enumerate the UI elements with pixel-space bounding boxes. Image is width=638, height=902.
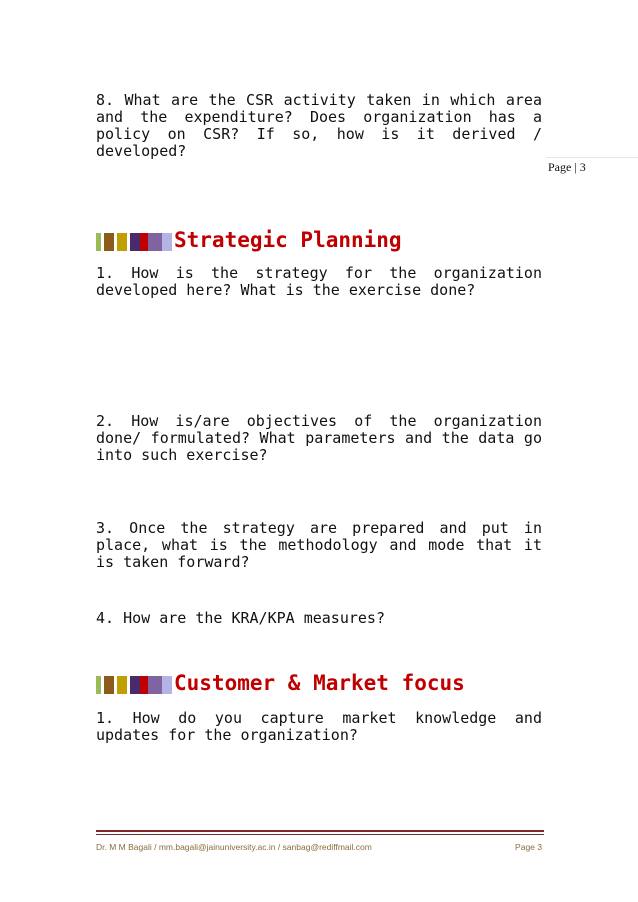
decorative-bars-icon (96, 231, 172, 251)
footer-author: Dr. M M Bagali / mm.bagali@jainuniversity.ac.in / sanbag@rediffmail.com (96, 842, 372, 852)
decorative-bars-icon (96, 674, 172, 694)
question-line: done/ formulated? What parameters and the data go (96, 429, 542, 447)
page-number: Page | 3 (548, 160, 586, 174)
strategic-question-2 (96, 413, 542, 464)
q8-line: developed? (96, 142, 187, 160)
page-number-rule (546, 157, 638, 158)
q8-line: 8. What are the CSR activity taken in which area (96, 91, 542, 109)
question-line: 1. How is the strategy for the organization (96, 264, 542, 282)
q8-line: policy on CSR? If so, how is it derived / (96, 125, 542, 143)
section-heading-strategic-planning (96, 229, 402, 251)
strategic-question-4 (96, 610, 542, 627)
question-line: place, what is the methodology and mode that it (96, 536, 542, 554)
section-heading-customer-market-focus (96, 672, 465, 694)
question-line: is taken forward? (96, 553, 250, 571)
question-line: 4. How are the KRA/KPA measures? (96, 609, 385, 627)
question-line: 2. How is/are objectives of the organization (96, 412, 542, 430)
strategic-question-1 (96, 265, 542, 299)
footer-rule (96, 834, 544, 835)
question-8 (96, 92, 542, 160)
question-line: into such exercise? (96, 446, 268, 464)
strategic-question-3 (96, 520, 542, 571)
section-title: Customer & Market focus (174, 671, 465, 695)
question-line: 3. Once the strategy are prepared and put in (96, 519, 542, 537)
footer-page-number: Page 3 (515, 842, 542, 852)
question-line: updates for the organization? (96, 726, 358, 744)
footer-rule (96, 830, 544, 832)
q8-line: and the expenditure? Does organization has a (96, 108, 542, 126)
question-line: developed here? What is the exercise done? (96, 281, 476, 299)
section-title: Strategic Planning (174, 228, 402, 252)
customer-question-1 (96, 710, 542, 744)
question-line: 1. How do you capture market knowledge and (96, 709, 542, 727)
